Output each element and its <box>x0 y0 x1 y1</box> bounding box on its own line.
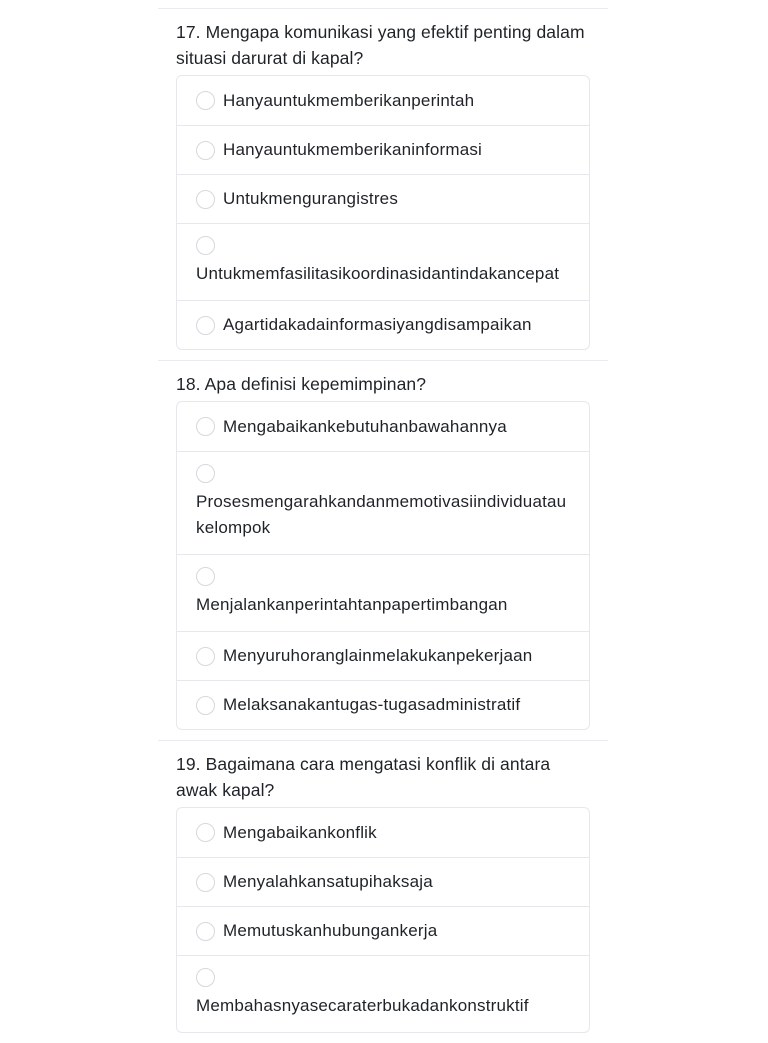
radio-button[interactable] <box>196 464 215 483</box>
option-row[interactable] <box>177 223 589 300</box>
radio-button[interactable] <box>196 141 215 160</box>
radio-button[interactable] <box>196 190 215 209</box>
radio-button[interactable] <box>196 873 215 892</box>
option-row[interactable] <box>177 174 589 223</box>
options-group <box>176 75 590 350</box>
question-title: 18. Apa definisi kepemimpinan? <box>176 374 427 394</box>
radio-button[interactable] <box>196 236 215 255</box>
radio-button[interactable] <box>196 316 215 335</box>
question-17 <box>158 9 608 350</box>
option-row[interactable] <box>177 955 589 1032</box>
option-label: Untukmemfasilitasikoordinasidantindakancepat <box>196 264 560 283</box>
option-label: Menjalankanperintahtanpapertimbangan <box>196 595 508 614</box>
option-row[interactable] <box>177 631 589 680</box>
radio-button[interactable] <box>196 417 215 436</box>
option-label: Mengabaikankebutuhanbawahannya <box>223 416 507 436</box>
question-19 <box>158 741 608 1033</box>
option-label: Menyuruhoranglainmelakukanpekerjaan <box>223 646 533 665</box>
question-title: 19. Bagaimana cara mengatasi konflik di antara awak kapal? <box>176 754 551 800</box>
option-row[interactable] <box>177 300 589 349</box>
option-row[interactable] <box>177 906 589 955</box>
question-title: 17. Mengapa komunikasi yang efektif penting dalam situasi darurat di kapal? <box>176 22 585 68</box>
option-row[interactable] <box>177 76 589 125</box>
option-label: Agartidakadainformasiyangdisampaikan <box>223 315 532 334</box>
option-label: Menyalahkansatupihaksaja <box>223 872 433 891</box>
radio-button[interactable] <box>196 567 215 586</box>
option-row[interactable] <box>177 808 589 857</box>
option-label: Hanyauntukmemberikanperintah <box>223 90 475 110</box>
radio-button[interactable] <box>196 647 215 666</box>
option-row[interactable] <box>177 402 589 451</box>
radio-button[interactable] <box>196 823 215 842</box>
radio-button[interactable] <box>196 968 215 987</box>
options-group <box>176 807 590 1033</box>
option-label: Hanyauntukmemberikaninformasi <box>223 140 483 159</box>
quiz-column <box>158 0 608 1043</box>
option-label: Mengabaikankonflik <box>223 822 377 842</box>
option-row[interactable] <box>177 680 589 729</box>
option-label: Memutuskanhubungankerja <box>223 921 438 940</box>
option-label: Untukmengurangistres <box>223 189 399 208</box>
option-label: Prosesmengarahkandanmemotivasiindividuataukelompok <box>196 492 567 537</box>
question-18 <box>158 361 608 730</box>
radio-button[interactable] <box>196 922 215 941</box>
option-row[interactable] <box>177 125 589 174</box>
option-row[interactable] <box>177 554 589 631</box>
options-group <box>176 401 590 730</box>
radio-button[interactable] <box>196 696 215 715</box>
option-label: Melaksanakantugas-tugasadministratif <box>223 695 521 714</box>
radio-button[interactable] <box>196 91 215 110</box>
option-row[interactable] <box>177 451 589 554</box>
option-label: Membahasnyasecaraterbukadankonstruktif <box>196 996 529 1015</box>
option-row[interactable] <box>177 857 589 906</box>
